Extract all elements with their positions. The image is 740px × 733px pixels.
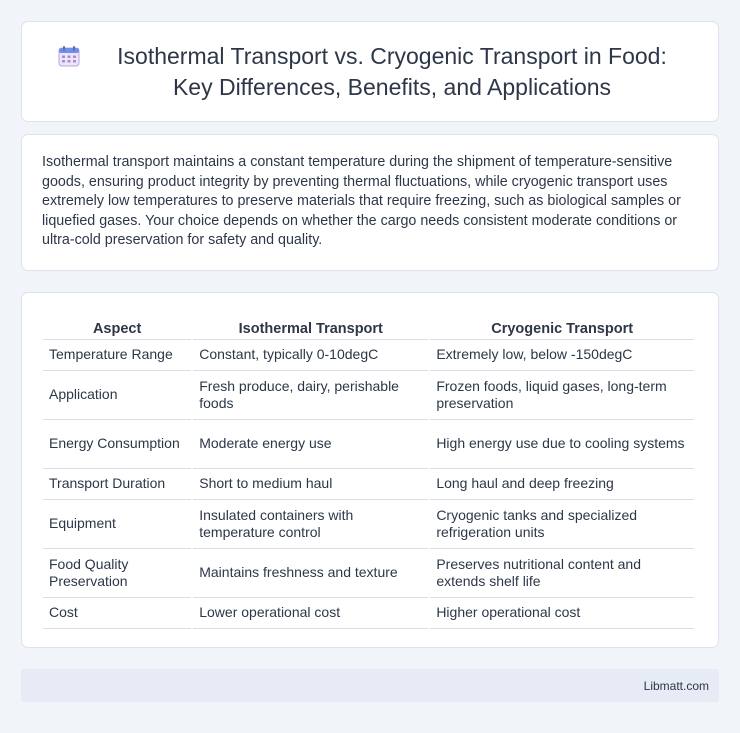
aspect-cell: Application: [43, 371, 191, 420]
comparison-table: [41, 313, 696, 629]
table-row: [43, 598, 694, 629]
intro-paragraph: Isothermal transport maintains a constant temperature during the shipment of temperature-sensitive goods, ensuring product integrity by preventing thermal fluctuations, while cryogenic transport uses extremely low temperatures to preserve materials that require freezing, such as biological samples or liquefied gases. Your choice depends on whether the cargo needs consistent moderate conditions or ultra-cold preservation for safety and quality.: [42, 154, 681, 249]
table-header-row: [43, 313, 694, 340]
aspect-cell: Energy Consumption: [43, 420, 191, 469]
isothermal-cell: Maintains freshness and texture: [193, 549, 428, 598]
isothermal-cell: Lower operational cost: [193, 598, 428, 629]
cryogenic-cell: Frozen foods, liquid gases, long-term preservation: [430, 371, 694, 420]
table-row: [43, 340, 694, 371]
cryogenic-cell: Preserves nutritional content and extends shelf life: [430, 549, 694, 598]
table-row: [43, 500, 694, 549]
page-title: Isothermal Transport vs. Cryogenic Transport in Food: Key Differences, Benefits, and Applications: [117, 42, 667, 100]
intro-card: [21, 134, 719, 271]
calendar-icon: [58, 45, 80, 67]
table-row: [43, 549, 694, 598]
column-header-cryogenic: Cryogenic Transport: [430, 313, 694, 340]
isothermal-cell: Moderate energy use: [193, 420, 428, 469]
table-row: [43, 420, 694, 469]
isothermal-cell: Constant, typically 0-10degC: [193, 340, 428, 371]
comparison-card: [21, 292, 719, 648]
footer: [21, 669, 719, 702]
column-header-aspect: Aspect: [43, 313, 191, 340]
aspect-cell: Transport Duration: [43, 469, 191, 500]
isothermal-cell: Short to medium haul: [193, 469, 428, 500]
isothermal-cell: Fresh produce, dairy, perishable foods: [193, 371, 428, 420]
aspect-cell: Food Quality Preservation: [43, 549, 191, 598]
isothermal-cell: Insulated containers with temperature control: [193, 500, 428, 549]
table-row: [43, 371, 694, 420]
footer-site-link[interactable]: Libmatt.com: [643, 678, 709, 693]
cryogenic-cell: Extremely low, below -150degC: [430, 340, 694, 371]
cryogenic-cell: Higher operational cost: [430, 598, 694, 629]
aspect-cell: Cost: [43, 598, 191, 629]
aspect-cell: Temperature Range: [43, 340, 191, 371]
title-card: [21, 21, 719, 122]
column-header-isothermal: Isothermal Transport: [193, 313, 428, 340]
title-wrap: [58, 41, 682, 103]
cryogenic-cell: Long haul and deep freezing: [430, 469, 694, 500]
cryogenic-cell: High energy use due to cooling systems: [430, 420, 694, 469]
aspect-cell: Equipment: [43, 500, 191, 549]
cryogenic-cell: Cryogenic tanks and specialized refrigeration units: [430, 500, 694, 549]
table-row: [43, 469, 694, 500]
